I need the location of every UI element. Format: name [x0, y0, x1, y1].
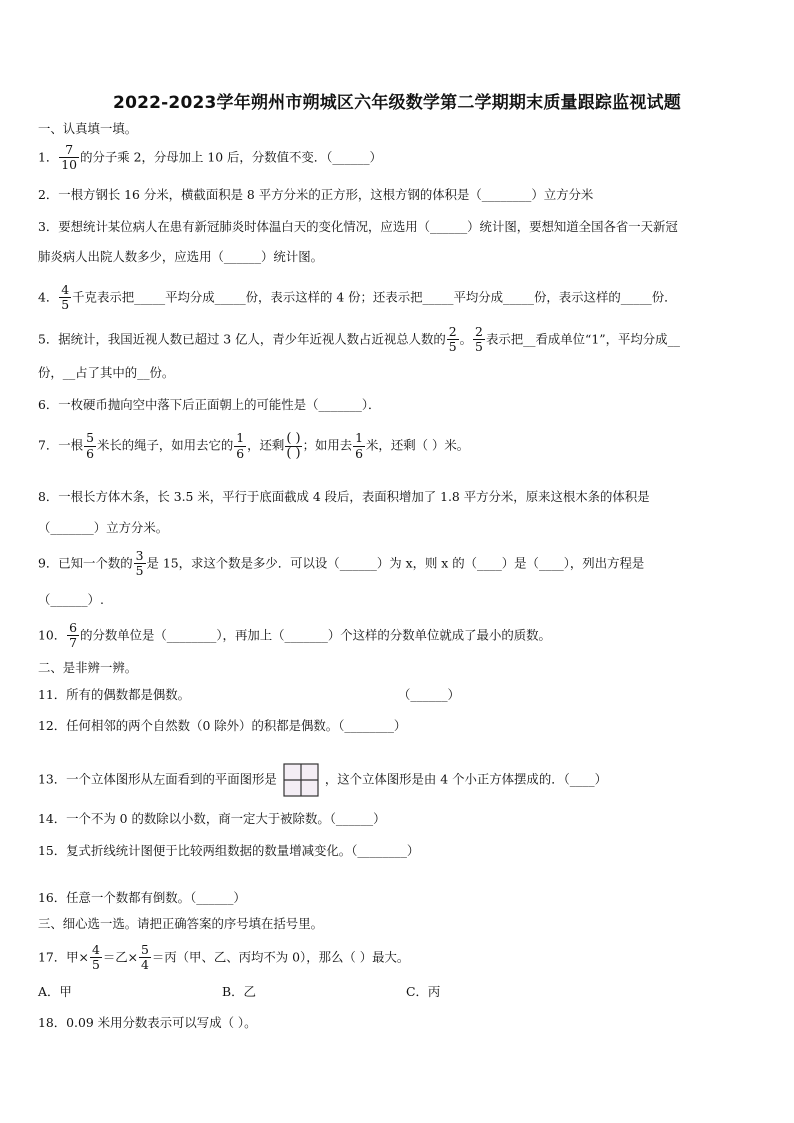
- page-title: 2022-2023学年朔州市朔城区六年级数学第二学期期末质量跟踪监视试题: [113, 93, 681, 113]
- question-6: 6．一枚硬币抛向空中落下后正面朝上的可能性是（_______）．: [38, 397, 381, 412]
- blank-fraction[interactable]: $\frac{( )}{( )}$: [286, 431, 301, 461]
- section-heading-2: 二、是非辨一辨。: [38, 660, 138, 675]
- fraction: $\frac{5}{4}$: [141, 942, 149, 973]
- section-heading-1: 一、认真填一填。: [38, 121, 138, 136]
- fraction: $\frac{1}{6}$: [355, 430, 364, 461]
- fraction: $\frac{2}{5}$: [475, 324, 483, 355]
- question-14: 14．一个不为 0 的数除以小数，商一定大于被除数。（______）: [38, 811, 386, 826]
- question-8-line-1: 8．一根长方体木条，长 3.5 米，平行于底面截成 4 段后，表面积增加了 1.8 平方分米，原来这根木条的体积是: [38, 489, 650, 504]
- question-15: 15．复式折线统计图便于比较两组数据的数量增减变化。（________）: [38, 843, 420, 858]
- question-9-line-1: 9．已知一个数的 $\frac{3}{5}$ 是 15，求这个数是多少．可以设（______）为 x，则 x 的（____）是（____），列出方程是: [38, 548, 645, 579]
- fraction: $\frac{3}{5}$: [135, 548, 144, 579]
- option-c[interactable]: C．丙: [406, 984, 441, 999]
- answer-paren[interactable]: （______）: [398, 687, 460, 702]
- question-3-line-2: 肺炎病人出院人数多少，应选用（______）统计图。: [38, 249, 323, 264]
- question-7: 7．一根 $\frac{5}{6}$ 米长的绳子，如用去它的 $\frac{1}{6}$ ，还剩 $\frac{( )}{( )}$ ；如用去 $\frac{1}{6}$ 米，还剩（ ）米。: [38, 430, 470, 461]
- fraction: $\frac{5}{6}$: [86, 430, 94, 461]
- question-3-line-1: 3．要想统计某位病人在患有新冠肺炎时体温白天的变化情况，应选用（______）统计图，要想知道全国各省一天新冠: [38, 219, 678, 234]
- option-b[interactable]: B．乙: [222, 984, 256, 999]
- question-18: 18．0.09 米用分数表示可以写成（ ）。: [38, 1015, 257, 1030]
- fraction: $\frac{7}{10}$: [61, 142, 78, 173]
- fraction: $\frac{1}{6}$: [236, 430, 245, 461]
- section-heading-3: 三、细心选一选。请把正确答案的序号填在括号里。: [38, 916, 323, 931]
- question-9-line-2: （______）.: [38, 592, 104, 607]
- question-17: 17．甲× $\frac{4}{5}$ ＝乙× $\frac{5}{4}$ ＝丙（甲、乙、丙均不为 0），那么（ ）最大。: [38, 942, 410, 973]
- question-5-line-2: 份，__占了其中的__份。: [38, 365, 175, 380]
- fraction: $\frac{4}{5}$: [61, 282, 70, 313]
- grid-shape-icon: [283, 763, 319, 797]
- question-11: 11．所有的偶数都是偶数。 （______）: [38, 687, 460, 702]
- question-10: 10． $\frac{6}{7}$ 的分数单位是（________），再加上（_______）个这样的分数单位就成了最小的质数。: [38, 620, 551, 651]
- question-2: 2．一根方钢长 16 分米，横截面积是 8 平方分米的正方形，这根方钢的体积是（________）立方分米: [38, 187, 594, 202]
- question-8-line-2: （_______）立方分米。: [38, 520, 169, 535]
- fraction: $\frac{4}{5}$: [91, 942, 100, 973]
- question-16: 16．任意一个数都有倒数。（______）: [38, 890, 246, 905]
- question-5-line-1: 5．据统计，我国近视人数已超过 3 亿人，青少年近视人数占近视总人数的 $\frac{2}{5}$ 。 $\frac{2}{5}$ 表示把__看成单位“1”，平均分成__: [38, 324, 680, 355]
- question-1: 1． $\frac{7}{10}$ 的分子乘 2，分母加上 10 后，分数值不变．（______）: [38, 142, 382, 173]
- question-12: 12．任何相邻的两个自然数（0 除外）的积都是偶数。（________）: [38, 718, 407, 733]
- fraction: $\frac{6}{7}$: [69, 620, 78, 651]
- question-13: 13．一个立体图形从左面看到的平面图形是 ，这个立体图形是由 4 个小正方体摆成的．（____）: [38, 763, 758, 797]
- option-a[interactable]: A．甲: [38, 984, 72, 999]
- question-4: 4． $\frac{4}{5}$ 千克表示把_____平均分成_____份，表示这样的 4 份；还表示把_____平均分成_____份，表示这样的_____份．: [38, 282, 677, 313]
- fraction: $\frac{2}{5}$: [448, 324, 457, 355]
